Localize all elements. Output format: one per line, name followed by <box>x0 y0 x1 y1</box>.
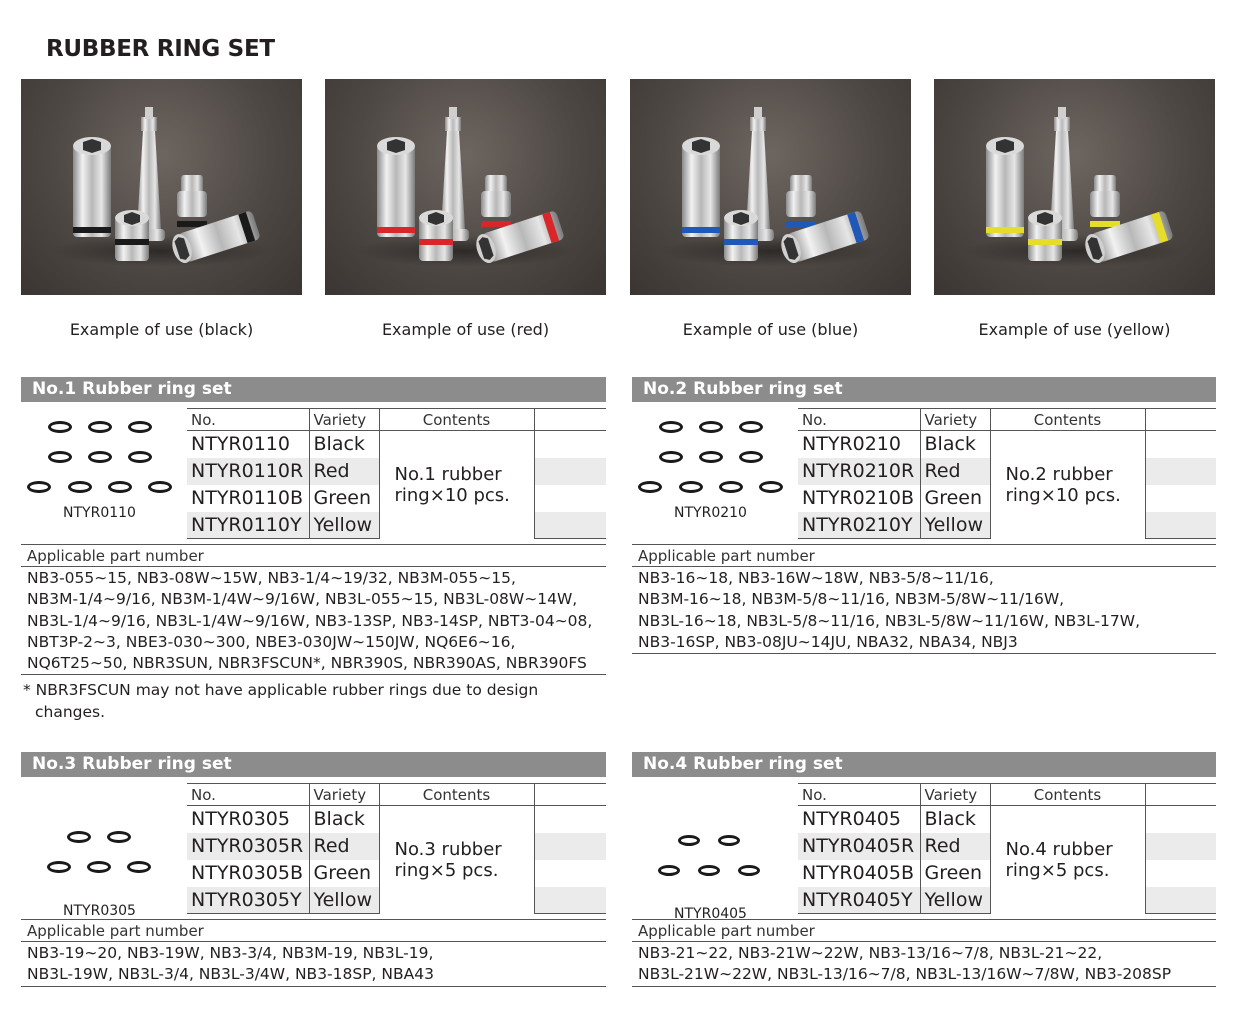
applicable-header: Applicable part number <box>632 919 1216 942</box>
example-photo-blue <box>630 79 911 295</box>
table-row <box>798 806 1216 833</box>
part-number: NTYR0210Y <box>798 512 920 539</box>
applicable-list: NB3-055∼15, NB3-08W∼15W, NB3-1/4∼19/32, NB3M-055∼15, NB3M-1/4∼9/16, NB3M-1/4W∼9/16W, NB3L-055∼15, NB3L-08W∼14W, NB3L-1/4∼9/16, NB3L-1/4W∼9/16W, NB3-13SP, NB3-14SP, NBT3-04∼08, NBT3P-2∼3, NBE3-030∼300, NBE3-030JW∼150JW, NQ6E6∼16, NQ6T25∼50, NBR3SUN, NBR3FSCUN*, NBR390S, NBR390AS, NBR390FS <box>21 567 606 675</box>
rings-image-label: NTYR0405 <box>674 906 747 922</box>
spec-table <box>798 408 1216 539</box>
spec-table <box>187 408 606 539</box>
variety: Green <box>920 860 990 887</box>
part-number: NTYR0110 <box>191 433 290 456</box>
variety: Red <box>920 458 990 485</box>
applicable-header: Applicable part number <box>21 544 606 567</box>
table-row <box>798 431 1216 458</box>
col-header-no: No. <box>187 784 309 806</box>
table-row <box>187 806 606 833</box>
col-header-contents: Contents <box>990 784 1145 806</box>
rubber-ring-set-4 <box>632 752 1216 987</box>
variety: Yellow <box>920 512 990 539</box>
part-number: NTYR0110B <box>191 487 304 509</box>
col-header-no: No. <box>798 409 920 431</box>
variety: Yellow <box>920 887 990 914</box>
set-title: No.3 Rubber ring set <box>21 752 606 777</box>
part-number: NTYR0305R <box>187 833 309 860</box>
spec-table <box>187 783 606 914</box>
example-caption-red: Example of use (red) <box>381 320 550 339</box>
rings-image-label: NTYR0305 <box>63 903 136 919</box>
applicable-list: NB3-19∼20, NB3-19W, NB3-3/4, NB3M-19, NB3L-19, NB3L-19W, NB3L-3/4, NB3L-3/4W, NB3-18SP, NBA43 <box>21 942 606 987</box>
col-header-variety: Variety <box>920 784 990 806</box>
contents-cell: No.2 rubber ring×10 pcs. <box>990 431 1145 539</box>
variety: Green <box>309 860 379 887</box>
contents-cell: No.4 rubber ring×5 pcs. <box>990 806 1145 914</box>
example-caption-blue: Example of use (blue) <box>682 320 859 339</box>
variety: Yellow <box>309 512 379 539</box>
part-number: NTYR0210B <box>802 487 915 509</box>
spec-table <box>798 783 1216 914</box>
variety: Black <box>920 806 990 833</box>
footnote: * NBR3FSCUN may not have applicable rubber rings due to design changes. <box>23 681 539 722</box>
variety: Black <box>920 431 990 458</box>
part-number: NTYR0110R <box>187 458 309 485</box>
col-header-variety: Variety <box>309 409 379 431</box>
variety: Green <box>920 485 990 512</box>
col-header-contents: Contents <box>990 409 1145 431</box>
set-title: No.2 Rubber ring set <box>632 377 1216 402</box>
part-number: NTYR0110Y <box>187 512 309 539</box>
rings-image-label: NTYR0210 <box>674 505 747 521</box>
rubber-rings-image <box>21 781 186 911</box>
example-photo-yellow <box>934 79 1215 295</box>
variety: Yellow <box>309 887 379 914</box>
part-number: NTYR0405Y <box>798 887 920 914</box>
col-header-variety: Variety <box>309 784 379 806</box>
set-title: No.1 Rubber ring set <box>21 377 606 402</box>
rings-image-label: NTYR0110 <box>63 505 136 521</box>
part-number: NTYR0305 <box>191 808 290 831</box>
part-number: NTYR0210 <box>802 433 901 456</box>
variety: Red <box>309 833 379 860</box>
page-title: RUBBER RING SET <box>46 36 275 62</box>
part-number: NTYR0305B <box>191 862 304 884</box>
part-number: NTYR0405 <box>802 808 901 831</box>
contents-cell: No.3 rubber ring×5 pcs. <box>379 806 534 914</box>
col-header-contents: Contents <box>379 409 534 431</box>
variety: Red <box>920 833 990 860</box>
part-number: NTYR0405B <box>802 862 915 884</box>
variety: Green <box>309 485 379 512</box>
part-number: NTYR0210R <box>798 458 920 485</box>
applicable-list: NB3-21∼22, NB3-21W∼22W, NB3-13/16∼7/8, NB3L-21∼22, NB3L-21W∼22W, NB3L-13/16∼7/8, NB3L-13/16W∼7/8W, NB3-208SP <box>632 942 1216 987</box>
table-row <box>187 431 606 458</box>
set-title: No.4 Rubber ring set <box>632 752 1216 777</box>
col-header-no: No. <box>187 409 309 431</box>
example-photo-black <box>21 79 302 295</box>
col-header-variety: Variety <box>920 409 990 431</box>
rubber-ring-set-3 <box>21 752 606 987</box>
applicable-header: Applicable part number <box>21 919 606 942</box>
applicable-list: NB3-16∼18, NB3-16W∼18W, NB3-5/8∼11/16, NB3M-16∼18, NB3M-5/8∼11/16, NB3M-5/8W∼11/16W, NB3L-16∼18, NB3L-5/8∼11/16, NB3L-5/8W∼11/16W, NB3L-17W, NB3-16SP, NB3-08JU∼14JU, NBA32, NBA34, NBJ3 <box>632 567 1216 654</box>
rubber-ring-set-2 <box>632 377 1216 654</box>
col-header-contents: Contents <box>379 784 534 806</box>
variety: Black <box>309 431 379 458</box>
rubber-rings-image <box>632 781 797 911</box>
example-caption-yellow: Example of use (yellow) <box>978 320 1171 339</box>
example-photo-red <box>325 79 606 295</box>
example-caption-black: Example of use (black) <box>69 320 254 339</box>
contents-cell: No.1 rubber ring×10 pcs. <box>379 431 534 539</box>
rubber-ring-set-1 <box>21 377 606 723</box>
applicable-header: Applicable part number <box>632 544 1216 567</box>
col-header-no: No. <box>798 784 920 806</box>
part-number: NTYR0305Y <box>187 887 309 914</box>
variety: Black <box>309 806 379 833</box>
part-number: NTYR0405R <box>798 833 920 860</box>
variety: Red <box>309 458 379 485</box>
